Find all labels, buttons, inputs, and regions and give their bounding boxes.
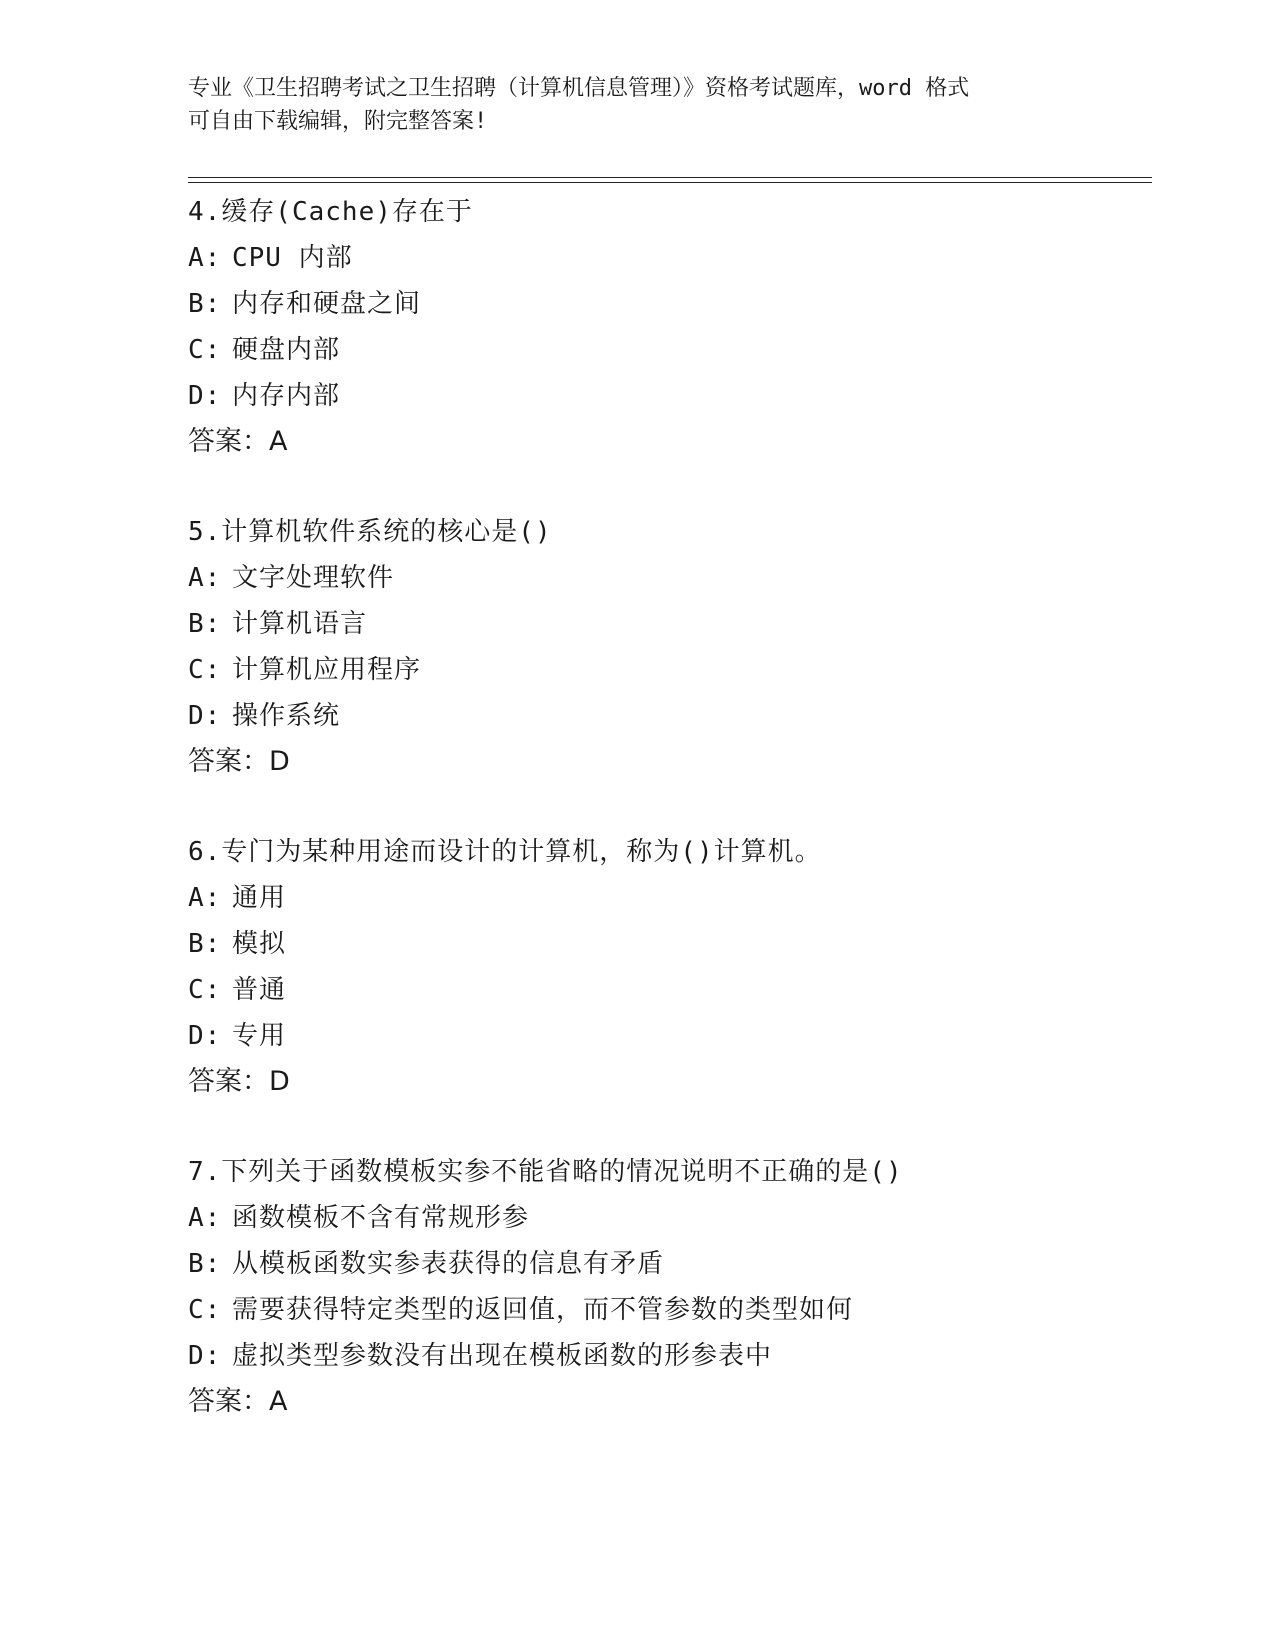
option-text: 计算机语言 xyxy=(232,609,368,639)
option-a xyxy=(188,555,1148,601)
option-letter: A: xyxy=(188,883,222,913)
option-letter: C: xyxy=(188,335,222,365)
answer-line: 答案：A xyxy=(188,1386,288,1417)
option-letter: C: xyxy=(188,1295,222,1325)
question-title: 7.下列关于函数模板实参不能省略的情况说明不正确的是() xyxy=(188,1157,903,1187)
question-title: 4.缓存(Cache)存在于 xyxy=(188,197,473,227)
option-text: 操作系统 xyxy=(232,701,341,731)
question-5 xyxy=(188,509,1148,785)
option-c xyxy=(188,1287,1148,1333)
option-c xyxy=(188,647,1148,693)
question-title: 6.专门为某种用途而设计的计算机，称为()计算机。 xyxy=(188,837,822,867)
option-d xyxy=(188,1013,1148,1059)
header-line-2: 可自由下载编辑，附完整答案! xyxy=(188,109,488,134)
option-text: 模拟 xyxy=(232,929,287,959)
option-letter: A: xyxy=(188,1203,222,1233)
option-text: 普通 xyxy=(232,975,287,1005)
answer-line: 答案：A xyxy=(188,426,288,457)
option-d xyxy=(188,1333,1148,1379)
option-text: 内存和硬盘之间 xyxy=(232,289,422,319)
option-b xyxy=(188,601,1148,647)
question-title: 5.计算机软件系统的核心是() xyxy=(188,517,552,547)
option-letter: D: xyxy=(188,1341,222,1371)
header-divider-bottom xyxy=(188,182,1152,183)
option-text: 需要获得特定类型的返回值，而不管参数的类型如何 xyxy=(232,1295,854,1325)
option-letter: B: xyxy=(188,289,222,319)
option-letter: D: xyxy=(188,701,222,731)
option-letter: C: xyxy=(188,655,222,685)
question-6 xyxy=(188,829,1148,1105)
option-text: 计算机应用程序 xyxy=(232,655,422,685)
question-7 xyxy=(188,1149,1148,1425)
option-a xyxy=(188,235,1148,281)
option-letter: D: xyxy=(188,381,222,411)
option-letter: B: xyxy=(188,609,222,639)
option-text: 虚拟类型参数没有出现在模板函数的形参表中 xyxy=(232,1341,773,1371)
option-text: 专用 xyxy=(232,1021,287,1051)
option-text: 文字处理软件 xyxy=(232,563,395,593)
option-text: 内存内部 xyxy=(232,381,341,411)
document-header xyxy=(188,72,1088,138)
option-a xyxy=(188,1195,1148,1241)
option-d xyxy=(188,693,1148,739)
option-text: 从模板函数实参表获得的信息有矛盾 xyxy=(232,1249,665,1279)
answer-line: 答案：D xyxy=(188,1066,290,1097)
answer-line: 答案：D xyxy=(188,746,290,777)
option-b xyxy=(188,1241,1148,1287)
option-b xyxy=(188,921,1148,967)
option-text: 硬盘内部 xyxy=(232,335,341,365)
option-letter: A: xyxy=(188,243,222,273)
header-line-1: 专业《卫生招聘考试之卫生招聘（计算机信息管理）》资格考试题库，word 格式 xyxy=(188,76,970,101)
option-letter: B: xyxy=(188,929,222,959)
option-text: CPU 内部 xyxy=(232,243,353,273)
header-divider-top xyxy=(188,177,1152,178)
option-letter: A: xyxy=(188,563,222,593)
option-a xyxy=(188,875,1148,921)
option-letter: C: xyxy=(188,975,222,1005)
question-4 xyxy=(188,189,1148,465)
option-c xyxy=(188,327,1148,373)
option-text: 通用 xyxy=(232,883,287,913)
option-d xyxy=(188,373,1148,419)
option-b xyxy=(188,281,1148,327)
option-letter: B: xyxy=(188,1249,222,1279)
option-c xyxy=(188,967,1148,1013)
option-letter: D: xyxy=(188,1021,222,1051)
option-text: 函数模板不含有常规形参 xyxy=(232,1203,530,1233)
